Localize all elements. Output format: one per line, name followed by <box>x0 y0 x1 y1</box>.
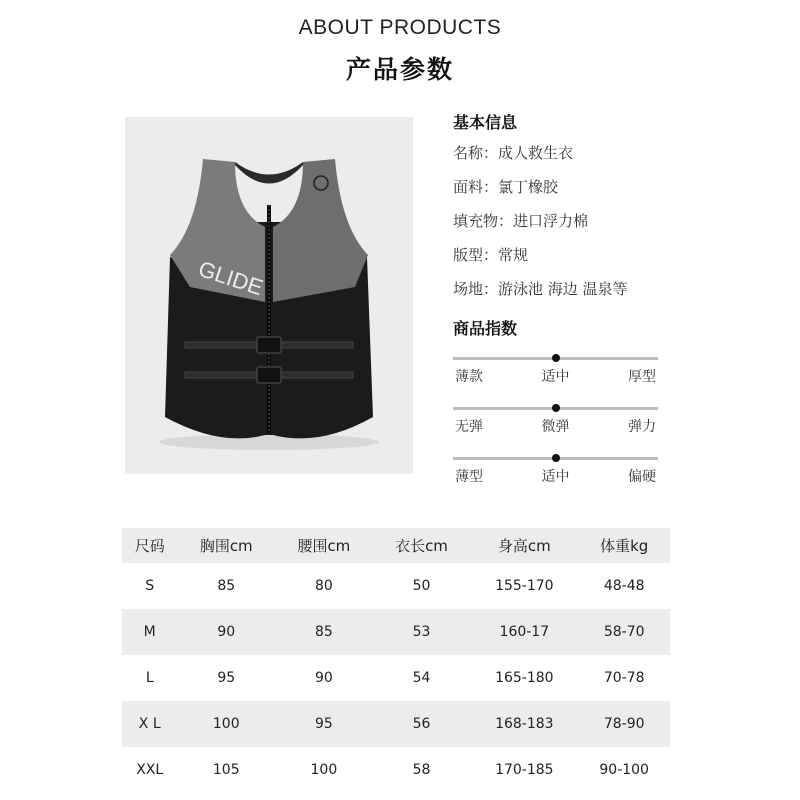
info-row-name: 名称：成人救生衣 <box>453 144 574 162</box>
thickness-scale <box>453 354 658 362</box>
cell: 70-78 <box>603 670 645 686</box>
cell: XXL <box>136 762 164 778</box>
table-row <box>122 747 670 793</box>
cell: 53 <box>373 609 471 655</box>
basic-info <box>453 110 663 306</box>
table-row <box>122 655 670 701</box>
cell: L <box>145 670 154 686</box>
section-title-cn: 产品参数 <box>345 55 454 84</box>
section-title-en: ABOUT PRODUCTS <box>298 16 502 39</box>
brand-print: GLIDE <box>195 255 266 301</box>
softness-scale <box>453 454 658 462</box>
cell: 58-70 <box>578 609 670 655</box>
cell: 155-170 <box>495 578 554 594</box>
info-row-filling: 填充物：进口浮力棉 <box>453 212 589 230</box>
cell: 85 <box>217 578 236 594</box>
cell: M <box>122 609 177 655</box>
info-row-fabric: 面料：氯丁橡胶 <box>453 178 559 196</box>
col-header: 胸围cm <box>177 528 275 563</box>
scale-label: 适中 <box>541 469 570 485</box>
cell: 90-100 <box>599 762 649 778</box>
scale-label: 弹力 <box>628 419 656 435</box>
cell: X L <box>122 701 177 747</box>
cell: S <box>145 578 155 594</box>
cell: 95 <box>217 670 236 686</box>
col-header: 腰围cm <box>275 528 373 563</box>
cell: 58 <box>412 762 431 778</box>
cell: 48-48 <box>603 578 645 594</box>
cell: 90 <box>314 670 333 686</box>
scale-label: 微弹 <box>541 419 570 435</box>
basic-info-title: 基本信息 <box>453 113 518 132</box>
cell: 54 <box>412 670 431 686</box>
scale-marker <box>552 404 560 412</box>
table-row <box>122 563 670 609</box>
cell: 105 <box>212 762 240 778</box>
scale-label: 薄款 <box>455 369 483 385</box>
scale-marker <box>552 454 560 462</box>
cell: 80 <box>314 578 333 594</box>
cell: 90 <box>177 609 275 655</box>
info-row-venue: 场地：游泳池 海边 温泉等 <box>453 280 628 298</box>
cell: 56 <box>373 701 471 747</box>
product-index <box>453 316 658 492</box>
cell: 170-185 <box>495 762 554 778</box>
col-header: 衣长cm <box>373 528 471 563</box>
col-header: 体重kg <box>578 528 670 563</box>
info-row-fit: 版型：常规 <box>453 246 529 264</box>
cell: 165-180 <box>495 670 554 686</box>
product-index-title: 商品指数 <box>453 319 518 338</box>
cell: 50 <box>412 578 431 594</box>
cell: 160-17 <box>470 609 578 655</box>
scale-label: 偏硬 <box>628 469 656 485</box>
col-header: 身高cm <box>470 528 578 563</box>
cell: 78-90 <box>578 701 670 747</box>
scale-marker <box>552 354 560 362</box>
cell: 85 <box>275 609 373 655</box>
elasticity-scale <box>453 404 658 412</box>
cell: 100 <box>177 701 275 747</box>
cell: 100 <box>310 762 338 778</box>
scale-label: 无弹 <box>455 419 483 435</box>
scale-label: 厚型 <box>628 369 656 385</box>
table-row <box>122 701 670 747</box>
scale-label: 适中 <box>541 369 570 385</box>
cell: 95 <box>275 701 373 747</box>
col-header: 尺码 <box>122 528 177 563</box>
table-row <box>122 609 670 655</box>
cell: 168-183 <box>470 701 578 747</box>
size-chart-header <box>122 528 670 563</box>
scale-label: 薄型 <box>455 469 483 485</box>
product-photo <box>125 117 413 474</box>
size-chart <box>122 528 670 793</box>
